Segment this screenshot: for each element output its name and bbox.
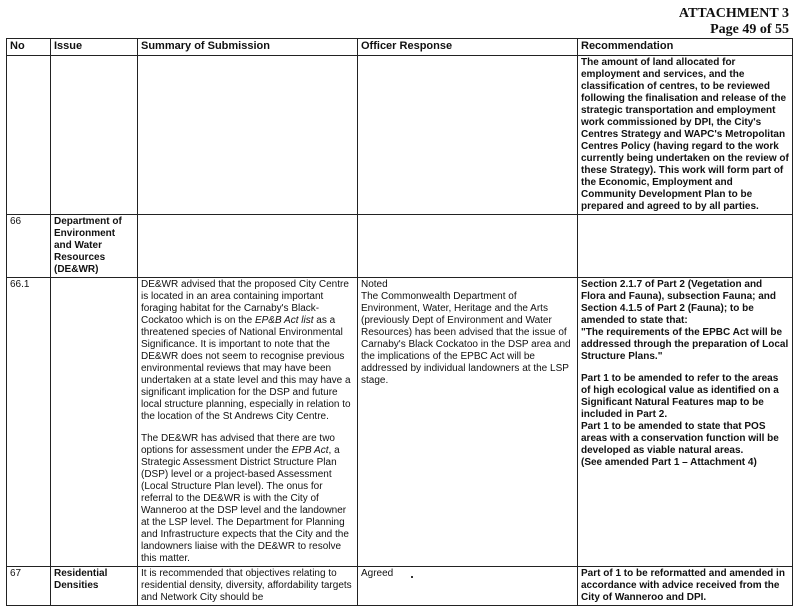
recommendation-paragraph: Part 1 to be amended to state that POS areas with a conservation function will be developed as viable natural areas. xyxy=(581,421,779,456)
recommendation-paragraph: Part 1 to be amended to refer to the areas of high ecological value as identified on a Significant Natural Features map to be included in Part 2. xyxy=(581,373,779,420)
row-issue-cell: Department of Environment and Water Resources (DE&WR) xyxy=(51,215,138,278)
row-issue-cell: Residential Densities xyxy=(51,567,138,606)
table-row xyxy=(7,278,793,567)
column-header-summary: Summary of Submission xyxy=(138,39,358,56)
table-row xyxy=(7,567,793,606)
row-response-cell xyxy=(358,215,578,278)
submissions-table xyxy=(6,38,793,606)
row-issue-cell xyxy=(51,56,138,215)
row-recommendation-cell: Part of 1 to be reformatted and amended in accordance with advice received from the City of Wanneroo and DPI. xyxy=(578,567,793,606)
response-paragraph: Noted xyxy=(361,279,388,290)
row-response-cell xyxy=(358,278,578,567)
table-header-row xyxy=(7,39,793,56)
row-no-cell: 67 xyxy=(7,567,51,606)
page-number: Page 49 of 55 xyxy=(710,22,789,37)
row-response-cell: Agreed xyxy=(358,567,578,606)
column-header-recommendation: Recommendation xyxy=(578,39,793,56)
column-header-issue: Issue xyxy=(51,39,138,56)
row-summary-cell xyxy=(138,215,358,278)
row-summary-cell xyxy=(138,56,358,215)
table-row xyxy=(7,215,793,278)
row-summary-cell: It is recommended that objectives relating to residential density, diversity, affordability targets and Network City should be xyxy=(138,567,358,606)
row-summary-cell xyxy=(138,278,358,567)
attachment-label: ATTACHMENT 3 xyxy=(678,6,789,21)
recommendation-paragraph: "The requirements of the EPBC Act will be addressed through the preparation of Local Structure Plans." xyxy=(581,327,789,362)
column-header-response: Officer Response xyxy=(358,39,578,56)
column-header-no: No xyxy=(7,39,51,56)
row-recommendation-cell: The amount of land allocated for employment and services, and the classification of centres, to be reviewed following the finalisation and release of the strategic transportation and employment work commissioned by DPI, the City's Centres Strategy and WAPC's Metropolitan Centres Policy (having regard to the work currently being undertaken on the review of these Strategy). This work will form part of the Economic, Employment and Community Development Plan to be prepared and agreed to by all parties. xyxy=(578,56,793,215)
recommendation-paragraph: (See amended Part 1 – Attachment 4) xyxy=(581,457,757,468)
row-response-cell xyxy=(358,56,578,215)
table-row xyxy=(7,56,793,215)
response-paragraph: The Commonwealth Department of Environment, Water, Heritage and the Arts (previously Dept of Environment and Water Resources) has been advised that the issue of Carnaby's Black Cockatoo in the DSP area and the implications of the EPBC Act will be addressed by individual landowners at the LSP stage. xyxy=(361,291,571,386)
row-recommendation-cell xyxy=(578,215,793,278)
row-no-cell xyxy=(7,56,51,215)
row-no-cell: 66 xyxy=(7,215,51,278)
row-recommendation-cell xyxy=(578,278,793,567)
scan-speck xyxy=(411,576,413,578)
row-no-cell: 66.1 xyxy=(7,278,51,567)
summary-paragraph: The DE&WR has advised that there are two options for assessment under the EPB Act, a Strategic Assessment District Structure Plan (DSP) level or a project-based Assessment (Local Structure Plan level). The onus for referral to the DE&WR is with the City of Wanneroo at the DSP level and the landowner at the LSP level. The Department for Planning and Infrastructure expects that the City and the landowners liaise with the DE&WR to resolve this matter. xyxy=(141,433,349,564)
row-issue-cell xyxy=(51,278,138,567)
recommendation-paragraph: Section 2.1.7 of Part 2 (Vegetation and Flora and Fauna), subsection Fauna; and Section 4.1.5 of Part 2 (Fauna); to be amended to state that: xyxy=(581,279,777,326)
summary-paragraph: DE&WR advised that the proposed City Centre is located in an area containing important foraging habitat for the Carnaby's Black-Cockatoo which is on the EP&B Act list as a threatened species of National Environmental Significance. It is important to note that the DE&WR does not seem to recognise previous environmental reviews that may have been undertaken at a state level and this may have a significant implication for the DSP and future local structure planning, especially in relation to the location of the St Andrews City Centre. xyxy=(141,279,351,422)
